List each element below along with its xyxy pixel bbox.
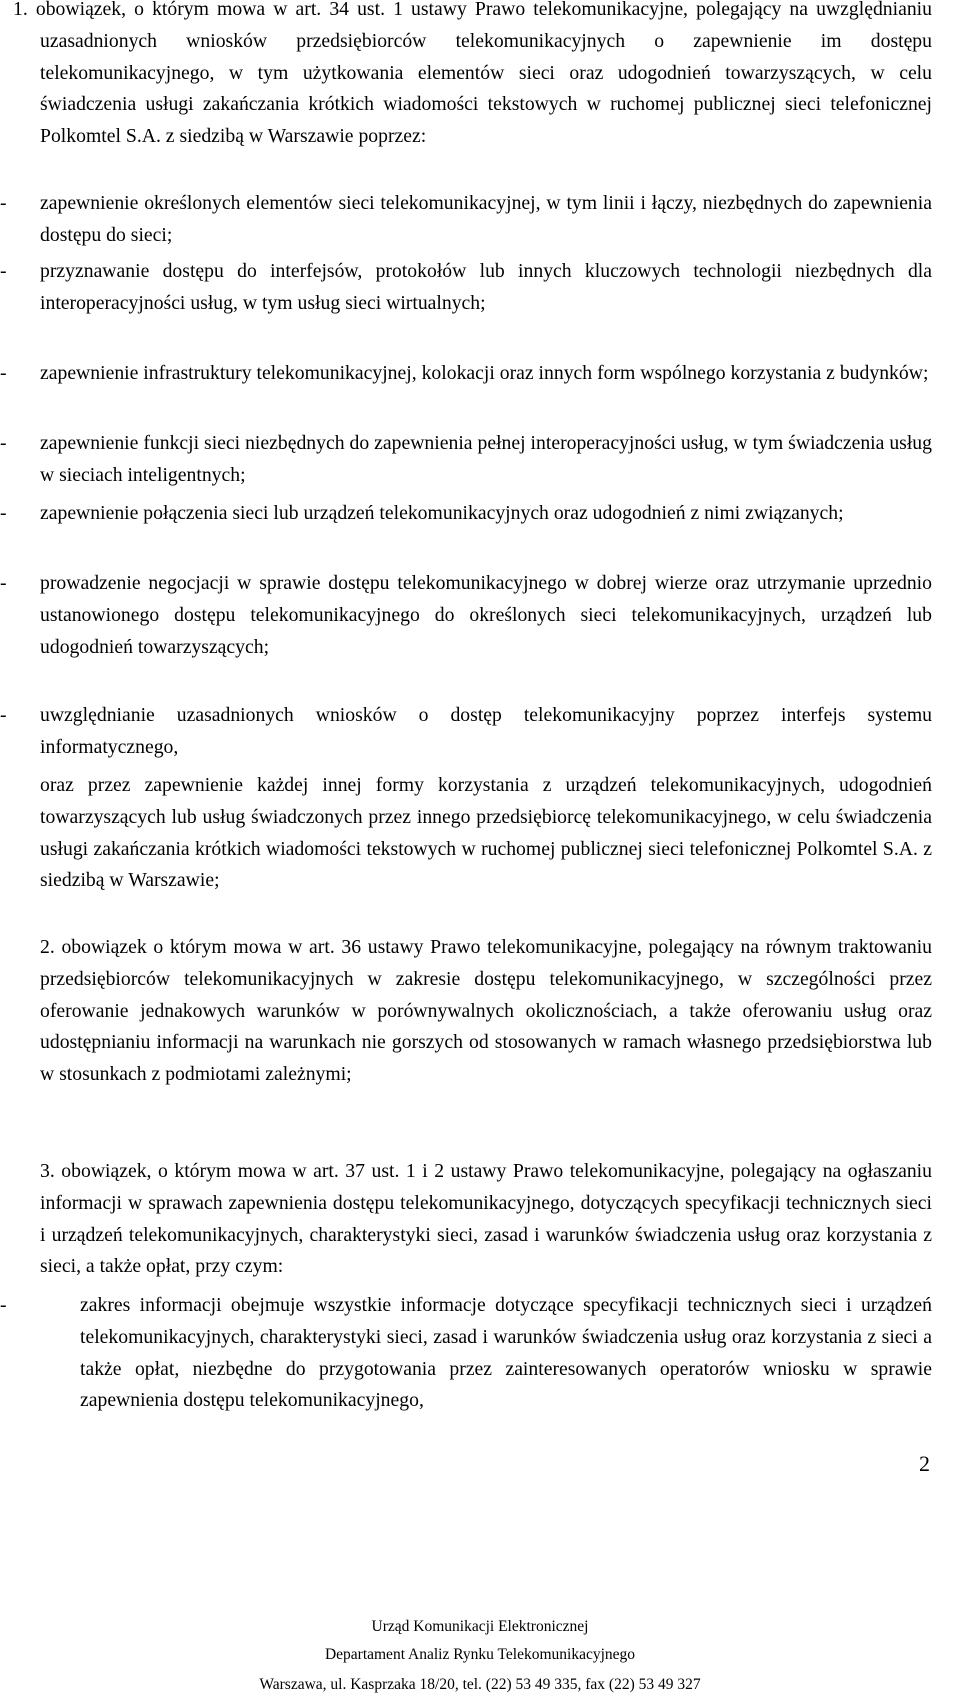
dash-marker: - <box>0 502 7 524</box>
bullet-text: zapewnienie określonych elementów sieci telekomunikacyjnej, w tym linii i łączy, niezbędnych do zapewnienia dostępu do sieci; <box>40 192 932 246</box>
bullet-item <box>0 498 932 530</box>
bullet-text: zapewnienie funkcji sieci niezbędnych do zapewnienia pełnej interoperacyjności usług, w tym świadczenia usług w sieciach inteligentnych; <box>40 432 932 486</box>
bullet-text: uwzględnianie uzasadnionych wniosków o dostęp telekomunikacyjny poprzez interfejs systemu informatycznego, <box>40 704 932 758</box>
bullet-text: zapewnienie połączenia sieci lub urządzeń telekomunikacyjnych oraz udogodnień z nimi związanych; <box>40 502 844 524</box>
item-3-text: obowiązek, o którym mowa w art. 37 ust. 1 i 2 ustawy Prawo telekomunikacyjne, polegający na ogłaszaniu informacji w sprawach zapewnienia dostępu telekomunikacyjnego, dotyczących specyfikacji technicznych sieci i urządzeń telekomunikacyjnych, charakterystyki sieci, zasad i warunków świadczenia usług oraz korzystania z sieci, a także opłat, przy czym: <box>40 1160 932 1278</box>
dash-marker: - <box>0 1294 7 1316</box>
bullet-item <box>0 428 932 492</box>
item-3-number: 3. <box>40 1160 55 1182</box>
bullet-item <box>0 1290 932 1417</box>
bullet-text: przyznawanie dostępu do interfejsów, protokołów lub innych kluczowych technologii niezbędnych dla interoperacyjności usług, w tym usług sieci wirtualnych; <box>40 260 932 314</box>
item-2-text: obowiązek o którym mowa w art. 36 ustawy Prawo telekomunikacyjne, polegający na równym traktowaniu przedsiębiorców telekomunikacyjnych w zakresie dostępu telekomunikacyjnego, w szczególności przez oferowanie jednakowych warunków w porównywalnych okolicznościach, a także oferowaniu usług oraz udostępnianiu informacji na warunkach nie gorszych od stosowanych w ramach własnego przedsiębiorstwa lub w stosunkach z podmiotami zależnymi; <box>40 936 933 1086</box>
bullet-text: zakres informacji obejmuje wszystkie informacje dotyczące specyfikacji technicznych sieci i urządzeń telekomunikacyjnych, charakterystyki sieci, zasad i warunków świadczenia usług oraz korzystania z sieci a także opłat, niezbędne do przygotowania przez zainteresowanych operatorów wniosku w sprawie zapewnienia dostępu telekomunikacyjnego, <box>80 1294 932 1412</box>
item-1-text: 1. obowiązek, o którym mowa w art. 34 ust. 1 ustawy Prawo telekomunikacyjne, polegający na uwzględnianiu uzasadnionych wniosków przedsiębiorców telekomunikacyjnych o zapewnienie im dostępu telekomunikacyjnego, w tym użytkowania elementów sieci oraz udogodnień towarzyszących, w celu świadczenia usługi zakańczania krótkich wiadomości tekstowych w ruchomej publicznej sieci telefonicznej Polkomtel S.A. z siedzibą w Warszawie poprzez: <box>13 0 932 148</box>
dash-marker: - <box>0 704 7 726</box>
footer-line-1: Urząd Komunikacji Elektronicznej <box>371 1618 589 1635</box>
footer-line-2: Departament Analiz Rynku Telekomunikacyjnego <box>324 1646 636 1663</box>
bullet-item <box>0 188 932 252</box>
bullet-text: prowadzenie negocjacji w sprawie dostępu telekomunikacyjnego w dobrej wierze oraz utrzymanie uprzednio ustanowionego dostępu telekomunikacyjnego do określonych sieci telekomunikacyjnych, urządzeń lub udogodnień towarzyszących; <box>40 572 932 658</box>
item-3 <box>40 1156 932 1283</box>
item-1-closing: oraz przez zapewnienie każdej innej formy korzystania z urządzeń telekomunikacyjnych, udogodnień towarzyszących lub usług świadczonych przez innego przedsiębiorcę telekomunikacyjnego, w celu świadczenia usługi zakańczania krótkich wiadomości tekstowych w ruchomej publicznej sieci telefonicznej Polkomtel S.A. z siedzibą w Warszawie; <box>40 774 932 892</box>
item-2-number: 2. <box>40 936 55 958</box>
dash-marker: - <box>0 260 7 282</box>
bullet-text: zapewnienie infrastruktury telekomunikacyjnej, kolokacji oraz innych form wspólnego korzystania z budynków; <box>40 362 929 384</box>
dash-marker: - <box>0 362 7 384</box>
bullet-item <box>0 568 932 663</box>
dash-marker: - <box>0 572 7 594</box>
footer-line-3: Warszawa, ul. Kasprzaka 18/20, tel. (22) 53 49 335, fax (22) 53 49 327 <box>259 1676 701 1693</box>
item-2 <box>40 932 932 1091</box>
bullet-item <box>0 256 932 320</box>
dash-marker: - <box>0 432 7 454</box>
dash-marker: - <box>0 192 7 214</box>
bullet-item <box>0 700 932 764</box>
page-number: 2 <box>919 1451 930 1476</box>
bullet-item <box>0 358 932 390</box>
